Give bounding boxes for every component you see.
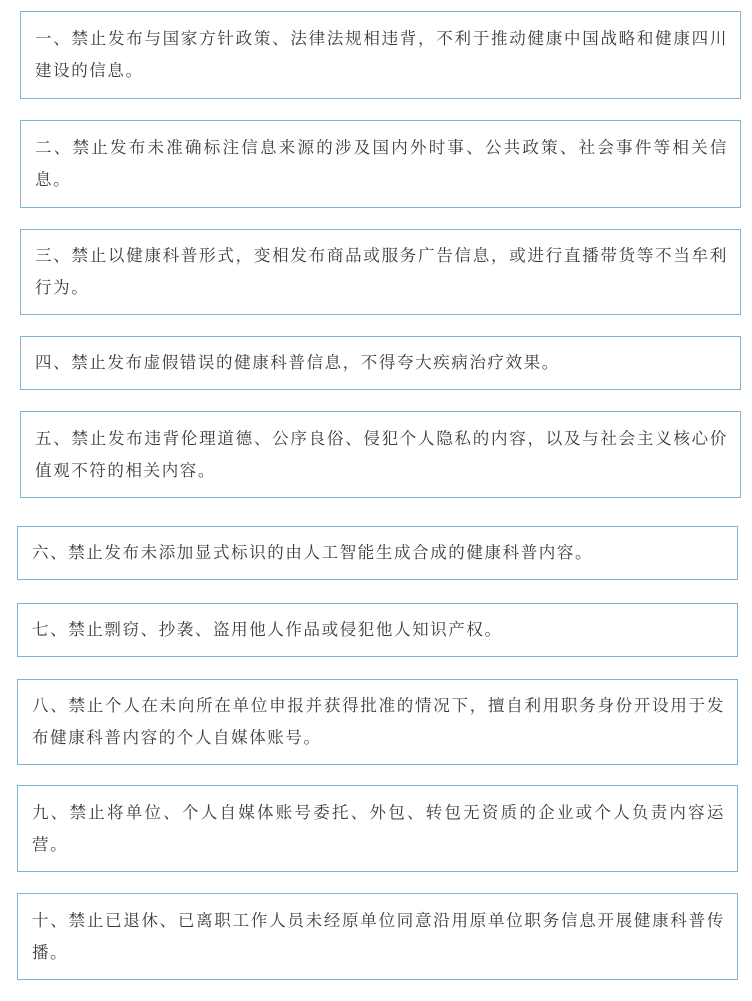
rule-box-5 [20,411,741,498]
rule-text-10: 十、禁止已退休、已离职工作人员未经原单位同意沿用原单位职务信息开展健康科普传播。 [32,910,725,962]
rule-text-4: 四、禁止发布虚假错误的健康科普信息，不得夸大疾病治疗效果。 [35,353,560,372]
rule-text-3: 三、禁止以健康科普形式，变相发布商品或服务广告信息，或进行直播带货等不当牟利行为。 [35,246,728,297]
rule-box-1 [20,11,741,99]
rule-text-6: 六、禁止发布未添加显式标识的由人工智能生成合成的健康科普内容。 [32,543,594,562]
rule-text-1: 一、禁止发布与国家方针政策、法律法规相违背，不利于推动健康中国战略和健康四川建设的信息。 [35,29,728,80]
rule-text-7: 七、禁止剽窃、抄袭、盗用他人作品或侵犯他人知识产权。 [32,620,503,639]
rule-box-6 [17,526,738,580]
rule-box-8 [17,679,738,765]
rule-text-5: 五、禁止发布违背伦理道德、公序良俗、侵犯个人隐私的内容，以及与社会主义核心价值观不符的相关内容。 [35,428,728,480]
rule-box-2 [20,120,741,208]
rule-text-9: 九、禁止将单位、个人自媒体账号委托、外包、转包无资质的企业或个人负责内容运营。 [32,802,725,854]
rule-text-2: 二、禁止发布未准确标注信息来源的涉及国内外时事、公共政策、社会事件等相关信息。 [35,138,728,189]
rule-box-3 [20,229,741,315]
rule-box-10 [17,893,738,980]
rule-box-9 [17,785,738,872]
rule-box-7 [17,603,738,657]
rule-text-8: 八、禁止个人在未向所在单位申报并获得批准的情况下，擅自利用职务身份开设用于发布健康科普内容的个人自媒体账号。 [32,696,725,747]
rule-box-4 [20,336,741,390]
